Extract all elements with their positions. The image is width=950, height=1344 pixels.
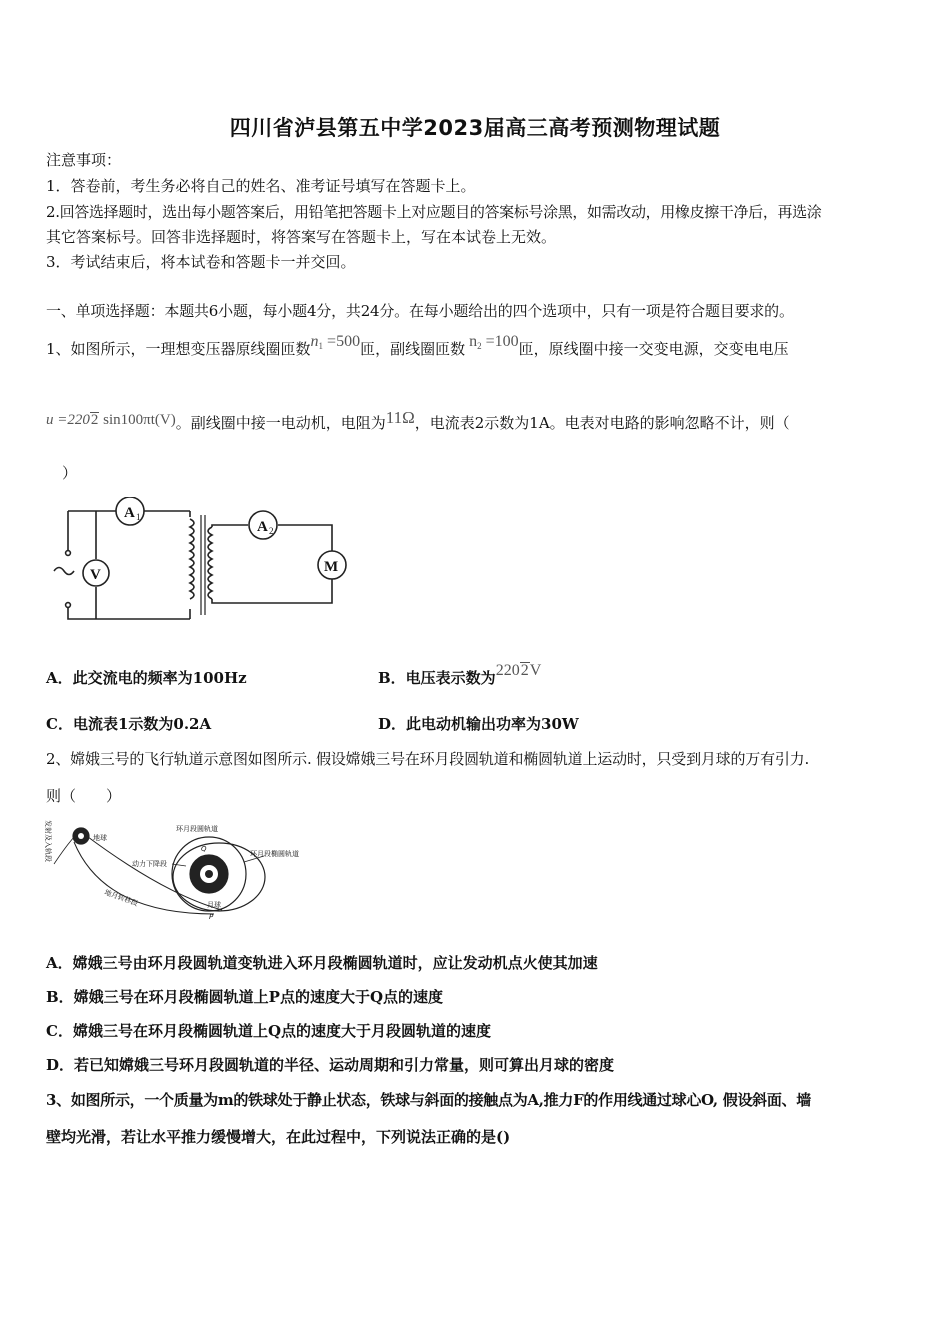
primary-coil xyxy=(190,519,194,599)
q1-text: 。副线圈中接一电动机，电阻为 xyxy=(175,414,386,432)
transformer-circuit-figure xyxy=(48,497,368,627)
q1-option-d: D．此电动机输出功率为30W xyxy=(378,715,579,733)
ammeter-1-sub: 1 xyxy=(136,512,141,522)
motor-label: M xyxy=(324,559,339,575)
iron-core xyxy=(201,515,205,615)
elliptical-orbit-label: 环月段椭圆轨道 xyxy=(250,850,299,858)
q3-line1: 3、如图所示，一个质量为m的铁球处于静止状态，铁球与斜面的接触点为A,推力F的作用线通过球心O, 假设斜面、墙 xyxy=(46,1091,811,1109)
q1-line2 xyxy=(46,408,790,433)
q1-line1 xyxy=(46,333,789,363)
section-heading: 一、单项选择题：本题共6小题，每小题4分，共24分。在每小题给出的四个选项中，只有一项是符合题目要求的。 xyxy=(46,302,794,320)
q1-text: 匝，副线圈匝数 xyxy=(360,340,466,358)
terminal xyxy=(66,603,71,608)
q1-option-c: C．电流表1示数为0.2A xyxy=(46,715,212,733)
terminal xyxy=(66,551,71,556)
notice-heading: 注意事项： xyxy=(46,151,122,169)
voltage-value: 2202V xyxy=(495,662,542,679)
q1-text: 匝，原线圈中接一交变电源，交变电电压 xyxy=(518,340,789,358)
transfer-label: 地月转移段 xyxy=(103,888,139,908)
notice-item: 2.回答选择题时，选出每小题答案后，用铅笔把答题卡上对应题目的答案标号涂黑，如需改动，用橡皮擦干净后，再选涂 xyxy=(46,203,822,221)
ammeter-1-label: A xyxy=(124,505,135,521)
resistance-value: 11Ω xyxy=(385,408,415,427)
q2-line2: 则（ ） xyxy=(46,787,122,805)
notice-item: 1．答卷前，考生务必将自己的姓名、准考证号填写在答题卡上。 xyxy=(46,177,476,195)
secondary-coil xyxy=(208,527,212,599)
q1-line3: ） xyxy=(62,464,78,482)
ac-source-symbol xyxy=(54,568,74,575)
n1-formula: $n_1 =500$ xyxy=(310,333,361,351)
wire xyxy=(212,579,332,603)
voltmeter-label: V xyxy=(90,567,101,583)
wire xyxy=(68,607,190,619)
point-p-label: P xyxy=(209,913,214,921)
page-title: 四川省泸县第五中学2023届高三高考预测物理试题 xyxy=(229,116,721,140)
notice-item: 其它答案标号。回答非选择题时，将答案写在答题卡上，写在本试卷上无效。 xyxy=(46,228,557,246)
orbit-diagram-figure xyxy=(44,814,314,924)
q2-line1: 2、嫦娥三号的飞行轨道示意图如图所示. 假设嫦娥三号在环月段圆轨道和椭圆轨道上运动时，只受到月球的万有引力. xyxy=(46,750,810,768)
voltage-formula: u =2202 sin100πt(V) xyxy=(46,412,176,428)
notice-item: 3．考试结束后，将本试卷和答题卡一并交回。 xyxy=(46,253,356,271)
ammeter-2-sub: 2 xyxy=(269,526,274,536)
q2-option-b: B．嫦娥三号在环月段椭圆轨道上P点的速度大于Q点的速度 xyxy=(46,988,444,1006)
moon-label: 月球 xyxy=(207,901,221,909)
q1-option-a: A．此交流电的频率为100Hz xyxy=(46,669,247,687)
q3-line2: 壁均光滑，若让水平推力缓慢增大，在此过程中，下列说法正确的是() xyxy=(46,1128,511,1146)
q2-option-a: A．嫦娥三号由环月段圆轨道变轨进入环月段椭圆轨道时，应让发动机点火使其加速 xyxy=(46,954,598,972)
q1-text: ，电流表2示数为1A。电表对电路的影响忽略不计，则（ xyxy=(414,414,790,432)
launch-label: 发射及入轨段 xyxy=(44,820,52,862)
circular-orbit-label: 环月段圆轨道 xyxy=(176,825,218,833)
point-q-label: Q xyxy=(201,845,207,853)
q2-option-d: D．若已知嫦娥三号环月段圆轨道的半径、运动周期和引力常量，则可算出月球的密度 xyxy=(46,1056,615,1074)
q1-option-b: B．电压表示数为2202V xyxy=(378,662,542,687)
q2-option-c: C．嫦娥三号在环月段椭圆轨道上Q点的速度大于月段圆轨道的速度 xyxy=(46,1022,492,1040)
n2-formula: $n_2 =100$ xyxy=(469,333,519,351)
earth-label: 地球 xyxy=(93,834,107,842)
descent-label: 动力下降段 xyxy=(132,860,167,868)
ammeter-2-label: A xyxy=(257,519,268,535)
q1-text: 1、如图所示，一理想变压器原线圈匝数 xyxy=(46,340,311,358)
